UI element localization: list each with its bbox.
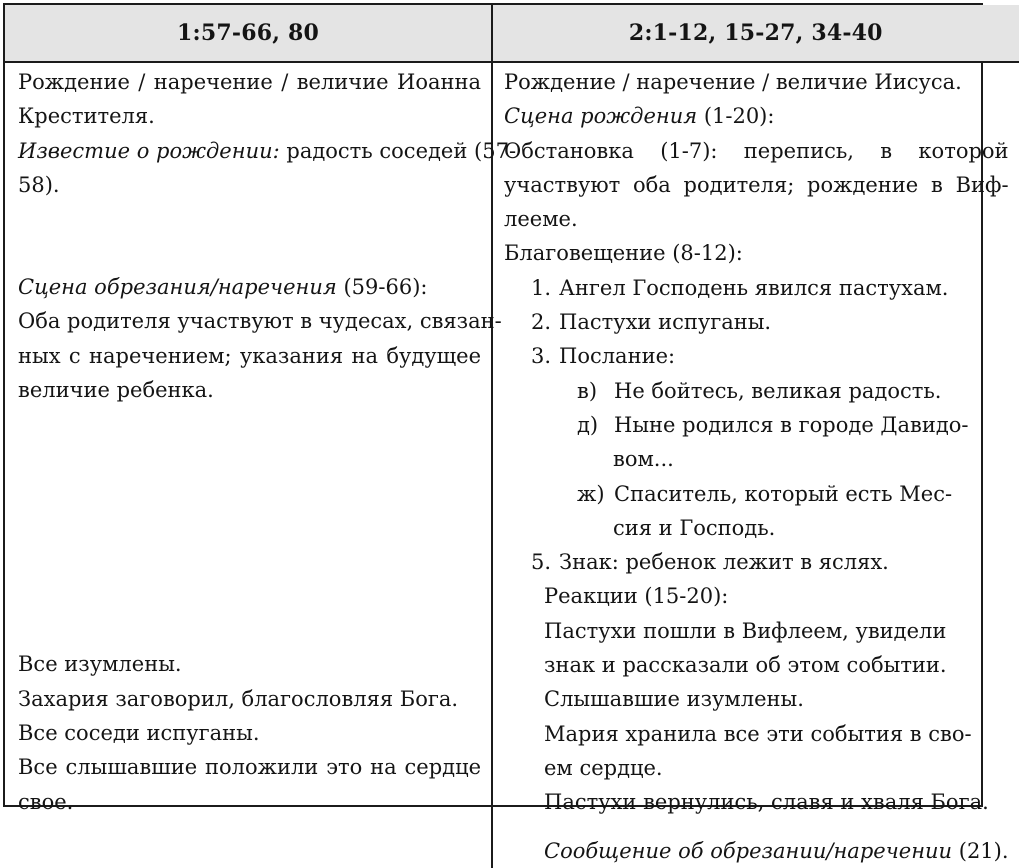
message-letter: ж) bbox=[577, 481, 605, 506]
spacer bbox=[18, 202, 481, 270]
list-num: 3. bbox=[531, 344, 552, 369]
scene-ref: (1-20): bbox=[697, 104, 775, 129]
list-item-5 bbox=[504, 545, 1009, 579]
message-text: Ныне родился в городе Давидо- bbox=[614, 412, 969, 437]
message-letter: в) bbox=[577, 378, 598, 403]
left-reaction-5: свое. bbox=[18, 789, 74, 814]
news-label: Известие о рождении: bbox=[18, 138, 280, 163]
message-text: Не бойтесь, великая радость. bbox=[614, 378, 942, 403]
list-num: 1. bbox=[531, 275, 552, 300]
news-text: радость соседей (57- bbox=[279, 138, 517, 163]
circ-label: Сцена обрезания/наречения bbox=[18, 275, 337, 300]
right-scene-title bbox=[504, 99, 1009, 133]
spacer bbox=[18, 407, 481, 647]
left-reaction-2: Захария заговорил, благословляя Бога. bbox=[18, 686, 459, 711]
list-item-1 bbox=[504, 271, 1009, 305]
final-label: Сообщение об обрезании/наречении bbox=[544, 838, 953, 863]
message-zh-cont: сия и Господь. bbox=[613, 515, 776, 540]
list-item-2 bbox=[504, 305, 1009, 339]
right-reaction-5: ем сердце. bbox=[544, 755, 663, 780]
list-num: 5. bbox=[531, 550, 552, 575]
list-text: Знак: ребенок лежит в яслях. bbox=[559, 550, 889, 575]
right-intro: Рождение / наречение / величие Иисуса. bbox=[504, 70, 962, 94]
left-circ-line-1: Оба родителя участвуют в чудесах, связан- bbox=[18, 309, 502, 334]
right-column bbox=[493, 63, 1019, 868]
right-setting-line-1: Обстановка (1-7): перепись, в которой bbox=[504, 138, 1009, 163]
final-ref: (21). bbox=[952, 838, 1009, 863]
left-reaction-4: Все слышавшие положили это на сердце bbox=[18, 755, 481, 780]
list-text: Послание: bbox=[559, 344, 676, 369]
left-intro-line-2: Крестителя. bbox=[18, 104, 155, 129]
scene-label: Сцена рождения bbox=[504, 104, 698, 129]
list-num: 2. bbox=[531, 310, 552, 335]
message-v bbox=[504, 374, 1009, 408]
message-d-cont: вом... bbox=[613, 447, 674, 472]
message-d bbox=[504, 408, 1009, 442]
right-setting-line-2: участвуют оба родителя; рождение в Виф- bbox=[504, 172, 1009, 197]
message-letter: д) bbox=[577, 412, 599, 437]
left-reaction-3: Все соседи испуганы. bbox=[18, 720, 260, 745]
right-reaction-4: Мария хранила все эти события в сво- bbox=[544, 721, 972, 746]
final-note bbox=[504, 834, 1009, 868]
left-reaction-1: Все изумлены. bbox=[18, 652, 182, 677]
left-news-line bbox=[18, 134, 517, 168]
list-text: Ангел Господень явился пастухам. bbox=[559, 275, 949, 300]
left-news-cont: 58). bbox=[18, 172, 60, 197]
left-intro-line-1: Рождение / наречение / величие Иоанна bbox=[18, 70, 481, 94]
right-setting-line-3: лееме. bbox=[504, 207, 578, 232]
message-zh bbox=[504, 477, 1009, 511]
right-reaction-6: Пастухи вернулись, славя и хваля Бога. bbox=[544, 790, 989, 815]
left-circ-line-3: величие ребенка. bbox=[18, 378, 214, 403]
spacer bbox=[504, 820, 1009, 834]
left-circ-title bbox=[18, 270, 481, 304]
left-circ-line-2: ных с наречением; указания на будущее bbox=[18, 343, 481, 368]
right-reaction-1: Пастухи пошли в Вифлеем, увидели bbox=[544, 618, 947, 643]
header-right: 2:1-12, 15-27, 34-40 bbox=[493, 5, 1019, 63]
right-reaction-2: знак и рассказали об этом событии. bbox=[544, 653, 947, 678]
right-reaction-3: Слышавшие изумлены. bbox=[544, 687, 804, 712]
list-item-3 bbox=[504, 339, 1009, 373]
circ-ref: (59-66): bbox=[336, 275, 428, 300]
comparison-table bbox=[3, 3, 1009, 863]
list-text: Пастухи испуганы. bbox=[559, 310, 772, 335]
header-left: 1:57-66, 80 bbox=[5, 5, 493, 63]
right-annunciation: Благовещение (8-12): bbox=[504, 241, 743, 266]
message-text: Спаситель, который есть Мес- bbox=[614, 481, 953, 506]
left-column bbox=[5, 63, 517, 868]
reactions-title: Реакции (15-20): bbox=[544, 584, 729, 609]
